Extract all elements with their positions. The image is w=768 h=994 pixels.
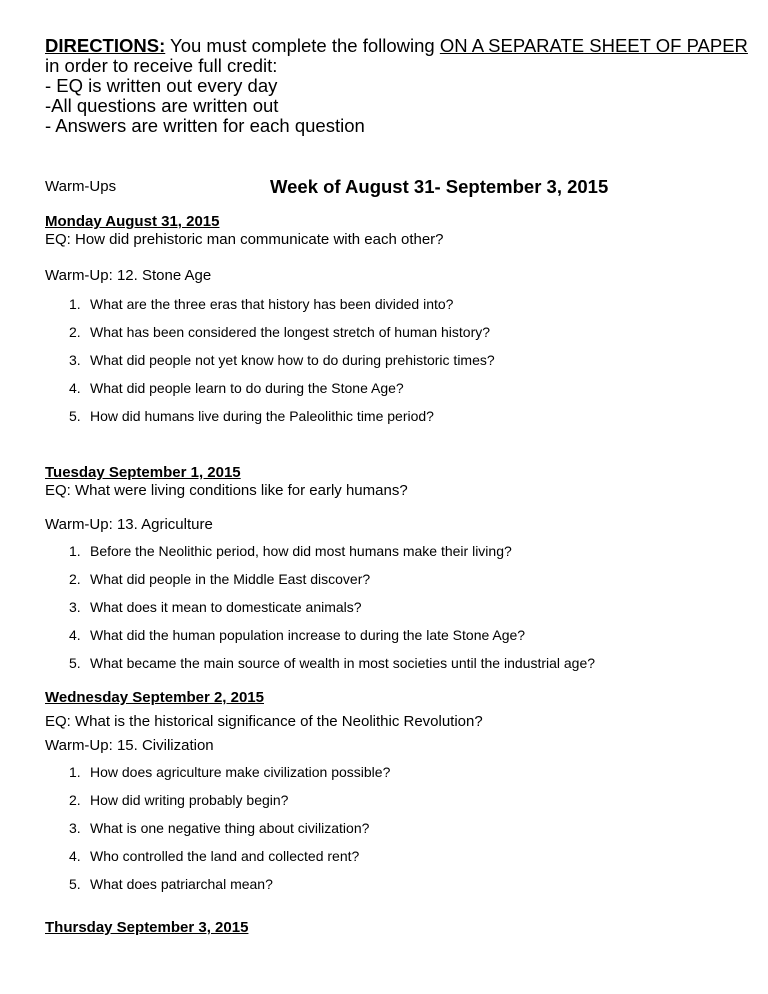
directions-emphasis: ON A SEPARATE SHEET OF PAPER: [439, 35, 748, 56]
question-text: What did people not yet know how to do during prehistoric times?: [90, 352, 495, 368]
question-text: What does it mean to domesticate animals?: [90, 599, 362, 615]
question-item: [45, 791, 745, 809]
question-number: 1.: [69, 764, 81, 780]
day-title: Wednesday September 2, 2015: [45, 689, 264, 706]
question-number: 4.: [69, 848, 81, 864]
question-number: 2.: [69, 324, 81, 340]
question-item: [45, 654, 745, 672]
directions-line-1: [45, 36, 748, 56]
question-number: 1.: [69, 296, 81, 312]
question-text: What has been considered the longest stretch of human history?: [90, 324, 491, 340]
question-text: What did the human population increase to during the late Stone Age?: [90, 627, 526, 643]
question-item: [45, 626, 745, 644]
question-item: [45, 542, 745, 560]
question-number: 1.: [69, 543, 81, 559]
question-number: 4.: [69, 380, 81, 396]
question-item: [45, 763, 745, 781]
question-text: How does agriculture make civilization possible?: [90, 764, 391, 780]
question-number: 5.: [69, 408, 81, 424]
question-item: [45, 819, 745, 837]
day-title: Monday August 31, 2015: [45, 213, 220, 230]
directions-block: [45, 36, 748, 136]
directions-intro: You must complete the following: [165, 35, 440, 56]
question-text: What does patriarchal mean?: [90, 876, 273, 892]
question-item: [45, 847, 745, 865]
warmup-topic: Warm-Up: 12. Stone Age: [45, 267, 212, 284]
question-item: [45, 351, 745, 369]
question-number: 2.: [69, 792, 81, 808]
warmup-topic: Warm-Up: 15. Civilization: [45, 737, 214, 754]
day-section-thursday: [45, 919, 745, 937]
warmup-topic: Warm-Up: 13. Agriculture: [45, 516, 213, 533]
question-item: [45, 570, 745, 588]
day-section-tuesday: [45, 464, 745, 672]
question-item: [45, 407, 745, 425]
essential-question: EQ: How did prehistoric man communicate with each other?: [45, 231, 444, 248]
question-item: [45, 295, 745, 313]
question-number: 5.: [69, 876, 81, 892]
question-text: What are the three eras that history has been divided into?: [90, 296, 454, 312]
essential-question: EQ: What is the historical significance of the Neolithic Revolution?: [45, 713, 483, 730]
heading-row: [45, 176, 745, 198]
directions-label: DIRECTIONS:: [45, 35, 166, 56]
day-section-wednesday: [45, 689, 745, 893]
question-number: 4.: [69, 627, 81, 643]
question-text: What became the main source of wealth in most societies until the industrial age?: [90, 655, 596, 671]
question-item: [45, 323, 745, 341]
question-text: What did people learn to do during the Stone Age?: [90, 380, 404, 396]
question-text: How did writing probably begin?: [90, 792, 289, 808]
question-number: 5.: [69, 655, 81, 671]
week-title: Week of August 31- September 3, 2015: [270, 176, 609, 197]
directions-bullet: -All questions are written out: [45, 95, 279, 116]
warmups-label: Warm-Ups: [45, 178, 117, 195]
day-title: Tuesday September 1, 2015: [45, 464, 241, 481]
directions-bullet: - EQ is written out every day: [45, 75, 278, 96]
question-number: 3.: [69, 599, 81, 615]
question-number: 2.: [69, 571, 81, 587]
question-number: 3.: [69, 820, 81, 836]
question-item: [45, 875, 745, 893]
question-text: Before the Neolithic period, how did most humans make their living?: [90, 543, 512, 559]
question-text: Who controlled the land and collected rent?: [90, 848, 360, 864]
question-text: What is one negative thing about civilization?: [90, 820, 370, 836]
essential-question: EQ: What were living conditions like for early humans?: [45, 482, 408, 499]
question-item: [45, 379, 745, 397]
question-number: 3.: [69, 352, 81, 368]
question-text: What did people in the Middle East discover?: [90, 571, 371, 587]
day-section-monday: [45, 213, 745, 425]
question-item: [45, 598, 745, 616]
directions-line-2: in order to receive full credit:: [45, 55, 278, 76]
question-list: [45, 295, 745, 425]
question-text: How did humans live during the Paleolithic time period?: [90, 408, 434, 424]
directions-bullet: - Answers are written for each question: [45, 115, 365, 136]
question-list: [45, 763, 745, 893]
day-title: Thursday September 3, 2015: [45, 919, 249, 936]
question-list: [45, 542, 745, 672]
